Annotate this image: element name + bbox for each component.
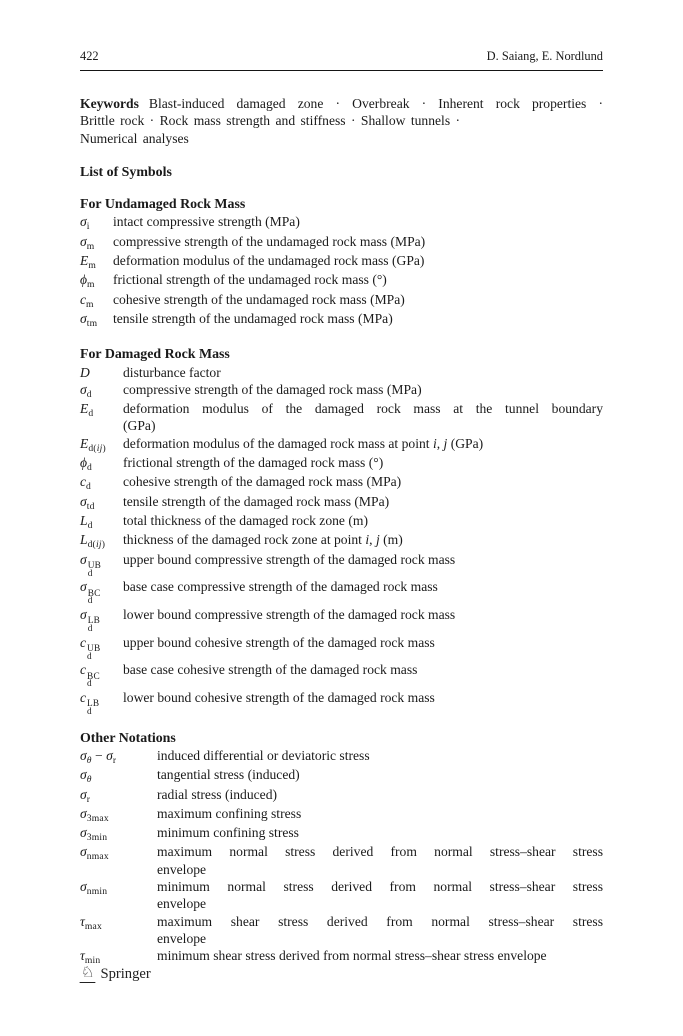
- definition-line: disturbance factor: [123, 364, 221, 380]
- definition: [157, 947, 603, 964]
- symbol: c BC d: [80, 662, 100, 690]
- symbol: $\sigma_{3min}$: [80, 825, 108, 844]
- running-head-authors: D. Saiang, E. Nordlund: [486, 49, 603, 63]
- list-of-symbols-heading: List of Symbols: [80, 164, 172, 180]
- symbol-row: [80, 381, 603, 400]
- symbol: $\sigma_r$: [80, 786, 91, 805]
- symbol: $\sigma_{3max}$: [80, 805, 109, 824]
- definition-line: maximum confining stress: [157, 805, 302, 821]
- section-heading: Other Notations: [80, 730, 176, 746]
- symbol: $\phi_m$: [80, 272, 95, 291]
- symbol: $E_m$: [80, 253, 96, 272]
- symbol-row: [80, 454, 603, 473]
- definition: [157, 824, 603, 841]
- symbol: D: [80, 364, 90, 380]
- definition-line: radial stress (induced): [157, 786, 278, 802]
- definition-line: envelope: [157, 896, 207, 912]
- keywords-line: Keywords Blast-induced damaged zone · Overbreak · Inherent rock properties ·: [80, 96, 603, 111]
- symbol-row: [80, 473, 603, 492]
- definition: [157, 786, 603, 803]
- symbol: $E_{d(ij)}$: [80, 435, 106, 454]
- definition-line: deformation modulus of the damaged rock mass at the tunnel boundary: [123, 401, 603, 417]
- publisher-name: Springer: [100, 966, 151, 982]
- publisher-footer: [80, 966, 151, 983]
- definition: [123, 551, 603, 568]
- definition-line: minimum normal stress derived from normal stress–shear stress: [157, 879, 603, 895]
- symbol-row: [80, 878, 603, 913]
- definition-line: total thickness of the damaged rock zone (m): [123, 512, 368, 528]
- definition-line: upper bound compressive strength of the damaged rock mass: [123, 551, 456, 567]
- definition: [113, 291, 603, 308]
- symbol: σ LB d: [80, 606, 100, 634]
- symbol: $\sigma_\theta - \sigma_r$: [80, 747, 117, 766]
- definition-line: tangential stress (induced): [157, 767, 300, 783]
- symbol: $L_{d(ij)}$: [80, 532, 106, 551]
- symbol: $E_d$: [80, 401, 94, 420]
- definition: [123, 493, 603, 510]
- symbol-row: [80, 843, 603, 878]
- definition-line: induced differential or deviatoric stress: [157, 747, 370, 763]
- symbol-row: [80, 578, 603, 606]
- definition: [123, 364, 603, 381]
- definition: [157, 913, 603, 948]
- definition: [123, 531, 603, 548]
- symbol: $\phi_d$: [80, 455, 93, 474]
- definition-line: envelope: [157, 861, 207, 877]
- symbol-row: [80, 766, 603, 785]
- definition-line: upper bound cohesive strength of the damaged rock mass: [123, 634, 435, 650]
- definition: [123, 473, 603, 490]
- definition-line: maximum normal stress derived from normal stress–shear stress: [157, 844, 603, 860]
- symbol-row: [80, 634, 603, 662]
- symbol-row: [80, 493, 603, 512]
- symbol: $\sigma_\theta$: [80, 767, 92, 786]
- definition-line: minimum confining stress: [157, 825, 299, 841]
- symbol-row: [80, 551, 603, 579]
- symbol-row: [80, 689, 603, 717]
- definition: [123, 689, 603, 706]
- definition-line: cohesive strength of the damaged rock mass (MPa): [123, 474, 402, 490]
- symbol-row: [80, 435, 603, 454]
- definition: [113, 213, 603, 230]
- symbol: $\sigma_{nmax}$: [80, 844, 109, 863]
- definition-line: (GPa): [123, 418, 156, 434]
- definition: [123, 435, 603, 452]
- symbol-row: [80, 824, 603, 843]
- symbol-row: [80, 364, 603, 381]
- definition: [123, 512, 603, 529]
- symbol-row: [80, 786, 603, 805]
- definition: [123, 606, 603, 623]
- definition-line: deformation modulus of the damaged rock mass at point i, j (GPa): [123, 435, 484, 451]
- definition-line: tensile strength of the undamaged rock mass (MPa): [113, 310, 393, 326]
- definition: [123, 634, 603, 651]
- symbol: $c_m$: [80, 291, 94, 310]
- definition: [113, 271, 603, 288]
- section-heading: For Damaged Rock Mass: [80, 347, 230, 363]
- page-number: 422: [80, 49, 99, 63]
- definition-line: minimum shear stress derived from normal stress–shear stress envelope: [157, 948, 547, 964]
- symbol-row: [80, 291, 603, 310]
- keywords-paragraph: [80, 95, 603, 147]
- definition-line: envelope: [157, 930, 207, 946]
- definition-line: cohesive strength of the undamaged rock mass (MPa): [113, 291, 405, 307]
- symbol-row: [80, 947, 603, 966]
- keywords-line: Numerical analyses: [80, 130, 189, 146]
- definition-line: thickness of the damaged rock zone at point i, j (m): [123, 532, 403, 548]
- symbol-row: [80, 747, 603, 766]
- keywords-label: Keywords: [80, 96, 139, 111]
- symbol-row: [80, 531, 603, 550]
- definition-line: base case compressive strength of the damaged rock mass: [123, 579, 438, 595]
- symbol: $\sigma_{nmin}$: [80, 879, 108, 898]
- symbol: $\sigma_m$: [80, 233, 95, 252]
- definition-line: intact compressive strength (MPa): [113, 214, 300, 230]
- running-head: [80, 48, 603, 71]
- definition-line: deformation modulus of the undamaged rock mass (GPa): [113, 253, 425, 269]
- definition-line: compressive strength of the damaged rock mass (MPa): [123, 381, 422, 397]
- section-heading: For Undamaged Rock Mass: [80, 197, 246, 213]
- definition-line: base case cohesive strength of the damaged rock mass: [123, 662, 418, 678]
- definition: [123, 661, 603, 678]
- symbol-row: [80, 213, 603, 232]
- definition: [157, 805, 603, 822]
- definition: [123, 381, 603, 398]
- symbol-sections: [80, 196, 603, 966]
- symbol-row: [80, 271, 603, 290]
- symbol: $\tau_{min}$: [80, 948, 101, 967]
- symbol-row: [80, 913, 603, 948]
- definition: [157, 747, 603, 764]
- definition-line: tensile strength of the damaged rock mass (MPa): [123, 493, 390, 509]
- keywords-line: Brittle rock · Rock mass strength and stiffness · Shallow tunnels ·: [80, 113, 461, 129]
- definition-line: compressive strength of the undamaged rock mass (MPa): [113, 233, 426, 249]
- symbol-row: [80, 233, 603, 252]
- symbol: $\sigma_i$: [80, 214, 90, 233]
- symbol: $\sigma_{tm}$: [80, 310, 98, 329]
- definition-line: lower bound cohesive strength of the damaged rock mass: [123, 689, 435, 705]
- symbol: σ UB d: [80, 551, 102, 579]
- definition-line: maximum shear stress derived from normal stress–shear stress: [157, 913, 603, 929]
- definition: [113, 310, 603, 327]
- definition: [113, 252, 603, 269]
- definition: [123, 578, 603, 595]
- symbol-row: [80, 606, 603, 634]
- definition: [113, 233, 603, 250]
- definition: [123, 454, 603, 471]
- definition: [157, 843, 603, 878]
- symbol-row: [80, 252, 603, 271]
- definition-line: frictional strength of the undamaged rock mass (°): [113, 272, 387, 288]
- symbol-row: [80, 805, 603, 824]
- symbol: $\tau_{max}$: [80, 913, 102, 932]
- definition: [123, 400, 603, 435]
- definition: [157, 878, 603, 913]
- springer-knight-icon: ♘: [80, 965, 95, 982]
- definition: [157, 766, 603, 783]
- symbol-row: [80, 400, 603, 435]
- symbol-row: [80, 310, 603, 329]
- symbol: c UB d: [80, 634, 101, 662]
- definition-line: frictional strength of the damaged rock mass (°): [123, 455, 384, 471]
- symbol-row: [80, 512, 603, 531]
- symbol-row: [80, 661, 603, 689]
- definition-line: lower bound compressive strength of the damaged rock mass: [123, 606, 456, 622]
- symbol: $c_d$: [80, 474, 92, 493]
- symbol: c LB d: [80, 689, 100, 718]
- symbol: $\sigma_{td}$: [80, 493, 95, 512]
- symbol: $\sigma_d$: [80, 381, 92, 400]
- symbol: $L_d$: [80, 512, 93, 531]
- symbol: σ BC d: [80, 579, 101, 607]
